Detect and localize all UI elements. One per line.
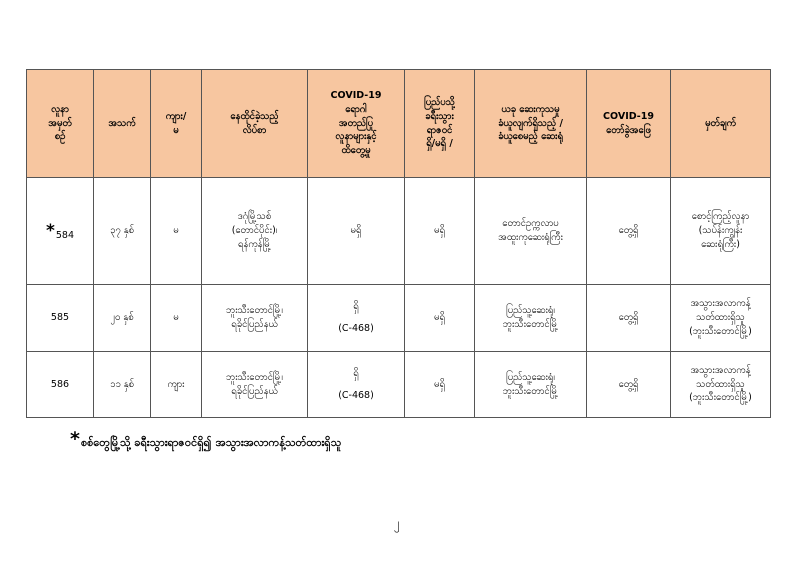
cell-address: ဘူးသီးတောင်မြို့၊ ရခိုင်ပြည်နယ်: [202, 285, 308, 352]
cell-case-number: 585: [27, 285, 94, 352]
header-test-result: COVID-19 တော်ခွဲအဖြေ: [587, 70, 671, 178]
cell-hospital: တောင်ဥက္ကလာပ အထူးကုဆေးရုံကြီး: [475, 178, 587, 285]
cell-address: ဘူးသီးတောင်မြို့၊ ရခိုင်ပြည်နယ်: [202, 352, 308, 418]
cell-sex: မ: [151, 285, 202, 352]
cell-age: ၂၀ နှစ်: [94, 285, 151, 352]
contact-status: မရှိ: [350, 225, 362, 237]
table-row: [27, 178, 771, 285]
cell-travel-history: မရှိ: [405, 285, 475, 352]
header-hospital: ယခု ဆေးကုသမှု ခံယူလျက်ရှိသည့် / ခံယူစေမည့် ဆေးရုံ: [475, 70, 587, 178]
cell-test-result: တွေ့ရှိ: [587, 352, 671, 418]
header-case-number: လူနာ အမှတ် စဉ်: [27, 70, 94, 178]
cell-age: ၃၇ နှစ်: [94, 178, 151, 285]
cell-contact: [308, 178, 405, 285]
header-remark: မှတ်ချက်: [671, 70, 771, 178]
cell-sex: မ: [151, 178, 202, 285]
cell-address: ဒဂုံမြို့သစ် (တောင်ပိုင်း)၊ ရန်ကုန်မြို့: [202, 178, 308, 285]
header-age: အသက်: [94, 70, 151, 178]
footnote-asterisk: *: [70, 428, 80, 450]
cell-contact: [308, 285, 405, 352]
header-address: နေထိုင်ခဲ့သည့် လိပ်စာ: [202, 70, 308, 178]
header-contact: COVID-19 ရောဂါ အတည်ပြု လူနာများနှင့် ထိတွေ့မှု: [308, 70, 405, 178]
cell-travel-history: မရှိ: [405, 178, 475, 285]
cell-test-result: တွေ့ရှိ: [587, 285, 671, 352]
cases-table: [26, 69, 771, 418]
contact-reference: (C-468): [338, 389, 374, 401]
page-number: ၂: [394, 516, 400, 530]
table-row: [27, 285, 771, 352]
contact-reference: (C-468): [338, 323, 374, 334]
cell-travel-history: မရှိ: [405, 352, 475, 418]
cell-remark: အသွားအလာကန့် သတ်ထားရှိသူ (ဘူးသီးတောင်မြို့): [671, 352, 771, 418]
table-row: [27, 352, 771, 418]
contact-status: ရှိ: [353, 301, 359, 313]
table-header-row: [27, 70, 771, 178]
cell-case-number: [27, 178, 94, 285]
cell-test-result: တွေ့ရှိ: [587, 178, 671, 285]
cell-age: ၁၁ နှစ်: [94, 352, 151, 418]
header-travel-history: ပြည်ပသို့ ခရီးသွား ရာဇဝင် ရှိ/မရှိ /: [405, 70, 475, 178]
cell-sex: ကျား: [151, 352, 202, 418]
cell-remark: အသွားအလာကန့် သတ်ထားရှိသူ (ဘူးသီးတောင်မြို့): [671, 285, 771, 352]
footnote-text: စစ်တွေမြို့သို့ ခရီးသွားရာဇဝင်ရှိ၍ အသွားအလာကန့်သတ်ထားရှိသူ: [80, 436, 342, 449]
cell-case-number: 586: [27, 352, 94, 418]
case-number: 584: [55, 229, 75, 241]
header-sex: ကျား/ မ: [151, 70, 202, 178]
asterisk-mark: *: [45, 220, 55, 241]
cell-contact: [308, 352, 405, 418]
cell-hospital: ပြည်သူ့ဆေးရုံ၊ ဘူးသီးတောင်မြို့: [475, 285, 587, 352]
contact-status: ရှိ: [353, 367, 359, 379]
cell-hospital: ပြည်သူ့ဆေးရုံ၊ ဘူးသီးတောင်မြို့: [475, 352, 587, 418]
cell-remark: စောင့်ကြည့်လူနာ (သပ်န်းကျွန်း ဆေးရုံကြီး): [671, 178, 771, 285]
footnote: [70, 428, 341, 452]
